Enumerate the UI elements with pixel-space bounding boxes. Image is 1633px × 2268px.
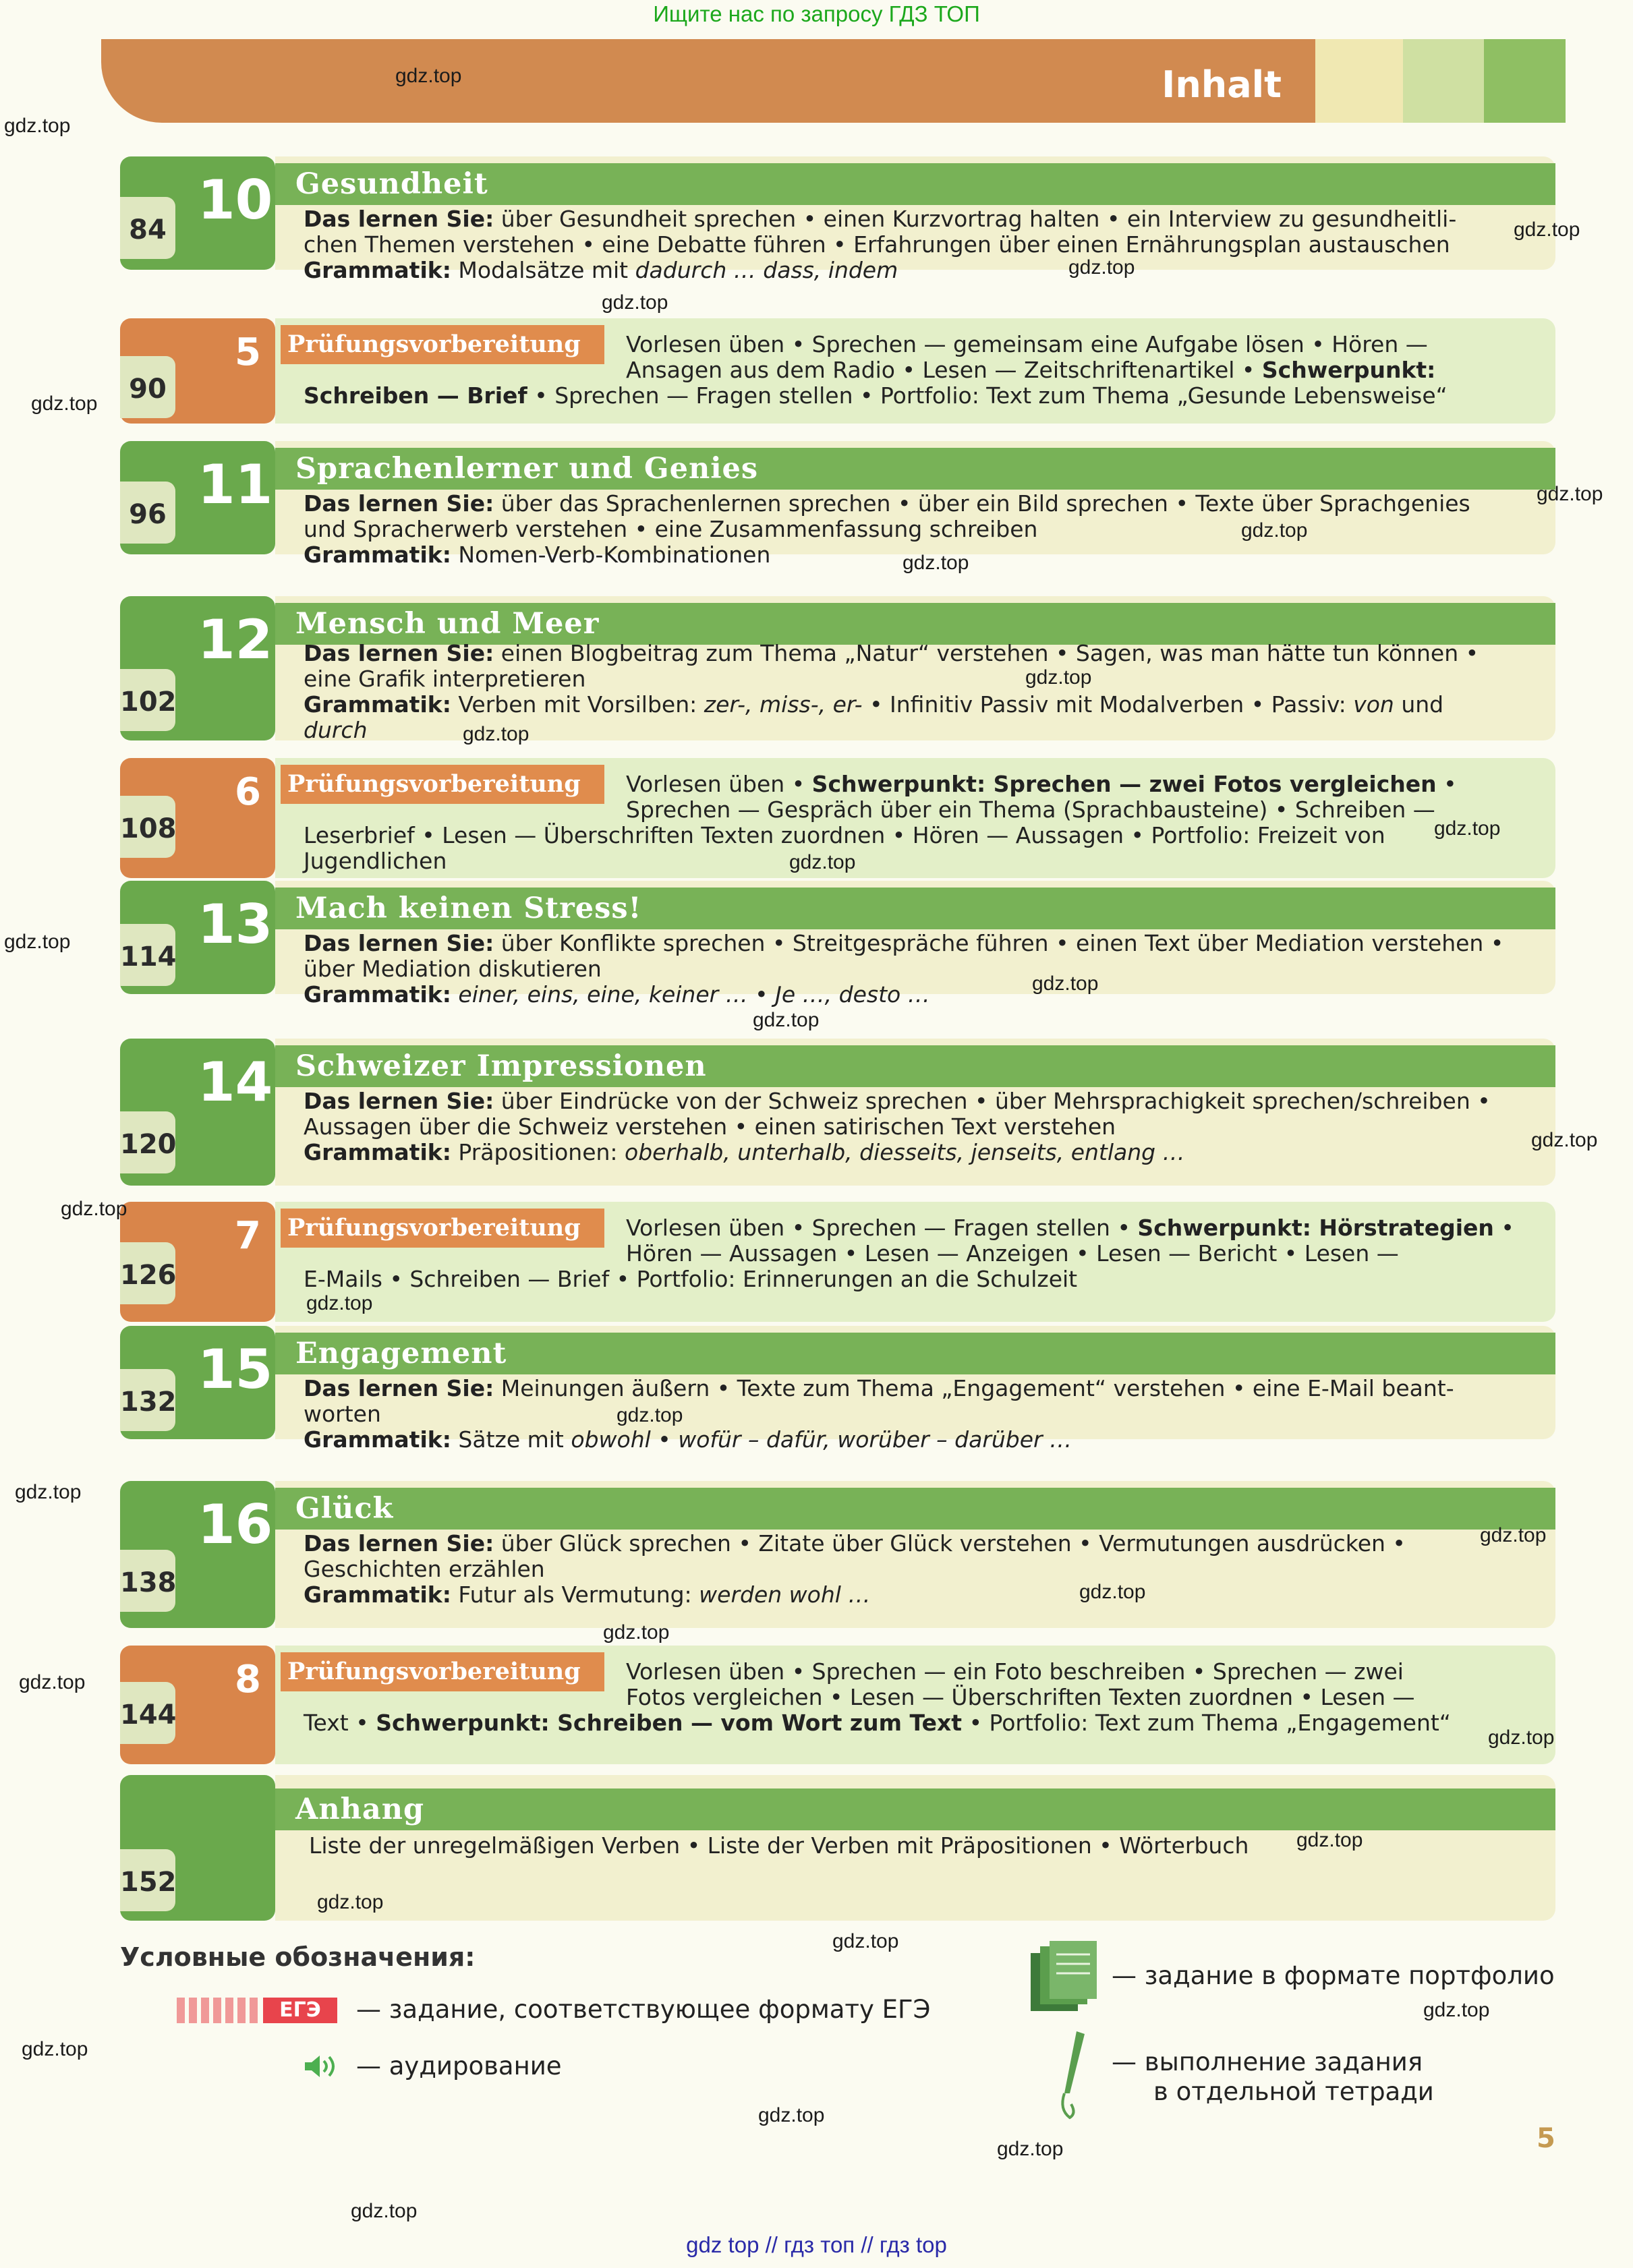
appendix-description: Liste der unregelmäßigen Verben • Liste der Verben mit Präpositionen • Wörterbuch [309, 1832, 1249, 1859]
pruefung-description: Vorlesen üben • Sprechen — gemeinsam eine Aufgabe lösen • Hören — Ansagen aus dem Radio • Lesen — Zeitschriftenartikel • Schwerpunkt: [626, 331, 1436, 383]
pruefung-label: Prüfungsvorbereitung [281, 765, 604, 804]
header-banner [101, 39, 1315, 123]
watermark: gdz.top [1514, 219, 1580, 241]
watermark: gdz.top [306, 1292, 373, 1314]
watermark: gdz.top [15, 1481, 82, 1503]
legend-audio-text: — аудирование [356, 2052, 562, 2081]
watermark: gdz.top [4, 115, 71, 137]
page-tab [120, 1111, 175, 1173]
unit-number: 16 [198, 1493, 273, 1556]
page-number: 144 [120, 1699, 177, 1731]
unit-row[interactable] [120, 1326, 1555, 1453]
page-number-footer: 5 [1537, 2123, 1555, 2154]
pruefung-number: 8 [235, 1658, 261, 1702]
header-stripe [1315, 39, 1403, 123]
pruefung-number: 6 [235, 770, 261, 814]
unit-description: Das lernen Sie: einen Blogbeitrag zum Thema „Natur“ verstehen • Sagen, was man hätte tun können • eine Grafik interpretieren Grammatik: Verben mit Vorsilben: zer-, miss-, er- • Infinitiv Passiv mit Modalverben • Passiv: von und durch [304, 640, 1479, 743]
legend-notebook-text-2: в отдельной тетради [1153, 2077, 1434, 2106]
unit-description: Das lernen Sie: über Eindrücke von der Schweiz sprechen • über Mehrsprachigkeit sprechen/schreiben • Aussagen über die Schweiz verstehen • einen satirischen Text verstehen Grammatik: Präpositionen: oberhalb, unterhalb, diesseits, jenseits, entlang … [304, 1088, 1491, 1165]
pruefung-description-cont: Schreiben — Brief • Sprechen — Fragen stellen • Portfolio: Text zum Thema „Gesunde Lebensweise“ [304, 382, 1448, 409]
unit-title-bar [275, 1333, 1555, 1374]
unit-row[interactable] [120, 596, 1555, 743]
watermark: gdz.top [31, 392, 98, 415]
unit-number: 12 [198, 608, 273, 671]
watermark: gdz.top [22, 2038, 88, 2060]
watermark: gdz.top [1025, 666, 1092, 689]
unit-title-bar [275, 1488, 1555, 1530]
page-title: Inhalt [1162, 63, 1282, 106]
legend-notebook-text-1: — выполнение задания [1112, 2047, 1423, 2076]
unit-description: Das lernen Sie: über Konflikte sprechen • Streitgespräche führen • einen Text über Mediation verstehen • über Mediation diskutieren Grammatik: einer, eins, eine, keiner … • Je …, desto … [304, 930, 1504, 1008]
pruefung-description: Vorlesen üben • Sprechen — Fragen stellen • Schwerpunkt: Hörstrategien • Hören — Aussagen • Lesen — Anzeigen • Lesen — Bericht • Lesen — [626, 1215, 1514, 1267]
page-tab [120, 796, 175, 858]
appendix-title: Anhang [295, 1793, 425, 1826]
pruefung-row[interactable] [120, 1646, 1555, 1764]
appendix-title-bar [275, 1789, 1555, 1830]
pruefung-description: Vorlesen üben • Schwerpunkt: Sprechen — zwei Fotos vergleichen • Sprechen — Gespräch über ein Thema (Sprachbausteine) • Schreiben — [626, 771, 1457, 823]
pruefung-number: 7 [235, 1214, 261, 1258]
unit-row[interactable] [120, 1039, 1555, 1186]
unit-title: Engagement [295, 1337, 507, 1370]
watermark: gdz.top [617, 1404, 683, 1426]
watermark: gdz.top [463, 723, 529, 745]
unit-title-bar [275, 448, 1555, 490]
page-tab [120, 1242, 175, 1304]
page-number: 120 [120, 1129, 177, 1160]
pruefung-description-cont: Text • Schwerpunkt: Schreiben — vom Wort zum Text • Portfolio: Text zum Thema „Engagement“ [304, 1710, 1451, 1736]
ege-pattern [177, 1998, 262, 2023]
page-tab [120, 1849, 175, 1911]
page-number: 84 [129, 214, 167, 245]
watermark: gdz.top [317, 1891, 384, 1913]
unit-description: Das lernen Sie: über Glück sprechen • Zitate über Glück verstehen • Vermutungen ausdrücken • Geschichten erzählen Grammatik: Futur als Vermutung: werden wohl … [304, 1530, 1406, 1608]
page-tab [120, 1682, 175, 1744]
page-number: 132 [120, 1387, 177, 1418]
pruefung-row[interactable] [120, 318, 1555, 424]
watermark: gdz.top [1531, 1129, 1598, 1151]
watermark: gdz.top [903, 552, 969, 574]
unit-title: Mach keinen Stress! [295, 892, 642, 925]
header-stripe [1484, 39, 1566, 123]
unit-title-bar [275, 163, 1555, 205]
watermark: gdz.top [602, 291, 668, 314]
page-tab [120, 1369, 175, 1431]
unit-description: Das lernen Sie: über Gesundheit sprechen • einen Kurzvortrag halten • ein Interview zu gesundheitli- chen Themen verstehen • eine Debatte führen • Erfahrungen über einen Ernährungsplan austauschen Grammatik: Modalsätze mit dadurch … dass, indem [304, 206, 1457, 283]
watermark: gdz.top [1241, 519, 1308, 542]
unit-title: Mensch und Meer [295, 607, 600, 641]
unit-title: Sprachenlerner und Genies [295, 452, 759, 486]
unit-row[interactable] [120, 1481, 1555, 1628]
ege-badge-icon: ЕГЭ [263, 1998, 337, 2023]
page-tab [120, 197, 175, 259]
page-number: 108 [120, 813, 177, 844]
watermark: gdz.top [997, 2138, 1064, 2160]
watermark: gdz.top [4, 931, 71, 953]
legend-portfolio-text: — задание в формате портфолио [1112, 1961, 1555, 1990]
bottom-links[interactable]: gdz top // гдз топ // гдз top [686, 2232, 947, 2257]
legend-ege-text: — задание, соответствующее формату ЕГЭ [356, 1995, 931, 2024]
page-number: 114 [120, 941, 177, 972]
watermark: gdz.top [1079, 1581, 1146, 1603]
page-tab [120, 482, 175, 544]
watermark: gdz.top [832, 1930, 899, 1952]
pruefung-label: Prüfungsvorbereitung [281, 325, 604, 364]
watermark: gdz.top [1068, 256, 1135, 279]
unit-row[interactable] [120, 881, 1555, 1008]
legend-title: Условные обозначения: [120, 1942, 476, 1972]
page-number: 126 [120, 1260, 177, 1291]
pruefung-description-cont: E-Mails • Schreiben — Brief • Portfolio: Erinnerungen an die Schulzeit [304, 1266, 1078, 1292]
watermark: gdz.top [603, 1621, 670, 1644]
watermark: gdz.top [1296, 1829, 1363, 1851]
watermark: gdz.top [1423, 1999, 1490, 2021]
audio-icon [302, 2052, 343, 2081]
unit-description: Das lernen Sie: über das Sprachenlernen sprechen • über ein Bild sprechen • Texte über Sprachgenies und Spracherwerb verstehen • eine Zusammenfassung schreiben Grammatik: Nomen-Verb-Kombinationen [304, 490, 1470, 568]
watermark: gdz.top [61, 1198, 127, 1220]
unit-title-bar [275, 1045, 1555, 1087]
unit-title: Schweizer Impressionen [295, 1049, 707, 1083]
watermark: gdz.top [1537, 483, 1603, 505]
page-tab [120, 1550, 175, 1612]
watermark: gdz.top [753, 1009, 820, 1031]
watermark: gdz.top [1434, 817, 1501, 840]
watermark: gdz.top [758, 2104, 825, 2126]
page-number: 152 [120, 1867, 177, 1898]
pruefung-description: Vorlesen üben • Sprechen — ein Foto beschreiben • Sprechen — zwei Fotos vergleichen • Lesen — Überschriften Texten zuordnen • Lesen — [626, 1658, 1415, 1710]
watermark: gdz.top [789, 851, 856, 873]
unit-title-bar [275, 888, 1555, 929]
portfolio-icon [1025, 1941, 1099, 2015]
unit-row[interactable] [120, 156, 1555, 283]
header-stripe [1403, 39, 1484, 123]
unit-title: Gesundheit [295, 167, 488, 201]
page-tab [120, 924, 175, 986]
pruefung-number: 5 [235, 330, 261, 374]
watermark: gdz.top [1480, 1524, 1547, 1546]
page-number: 102 [120, 687, 177, 718]
page-tab [120, 669, 175, 731]
pruefung-label: Prüfungsvorbereitung [281, 1652, 604, 1691]
unit-description: Das lernen Sie: Meinungen äußern • Texte zum Thema „Engagement“ verstehen • eine E-Mail beant- worten Grammatik: Sätze mit obwohl • wofür – dafür, worüber – darüber … [304, 1375, 1454, 1453]
unit-number: 11 [198, 453, 273, 516]
watermark: gdz.top [1032, 972, 1099, 995]
page-number: 138 [120, 1567, 177, 1598]
watermark: gdz.top [1488, 1726, 1555, 1749]
unit-number: 15 [198, 1338, 273, 1401]
watermark: gdz.top [19, 1671, 86, 1693]
unit-title: Glück [295, 1492, 394, 1525]
top-search-link[interactable]: Ищите нас по запросу ГДЗ ТОП [653, 1, 980, 26]
unit-number: 14 [198, 1051, 273, 1113]
page-number: 90 [129, 374, 167, 405]
page-tab [120, 356, 175, 418]
watermark: gdz.top [351, 2200, 418, 2222]
unit-number: 13 [198, 893, 273, 956]
pruefung-description-cont: Leserbrief • Lesen — Überschriften Texten zuordnen • Hören — Aussagen • Portfolio: Freizeit von Jugendlichen [304, 822, 1385, 874]
notebook-pen-icon [1050, 2029, 1104, 2123]
pruefung-label: Prüfungsvorbereitung [281, 1209, 604, 1248]
page-number: 96 [129, 499, 167, 530]
watermark: gdz.top [395, 65, 462, 87]
unit-title-bar [275, 603, 1555, 645]
unit-number: 10 [198, 169, 273, 231]
